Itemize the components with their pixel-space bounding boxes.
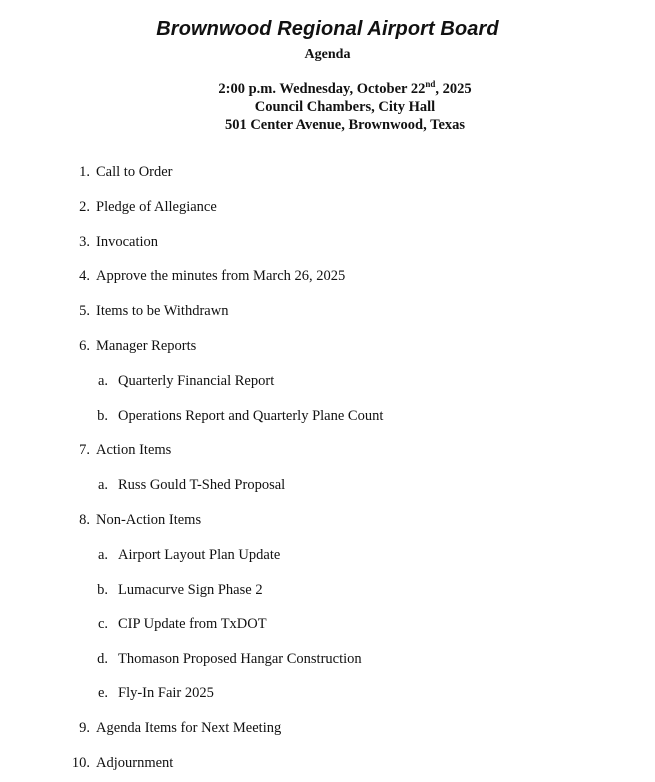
agenda-subitem-letter: b. xyxy=(97,408,108,424)
agenda-item-number: 3. xyxy=(79,234,90,250)
meeting-time-ordinal: nd xyxy=(425,79,436,90)
agenda-subitem-label: CIP Update from TxDOT xyxy=(118,616,267,632)
agenda-subitem-letter: a. xyxy=(97,373,108,389)
agenda-item-label: Call to Order xyxy=(96,164,173,180)
agenda-subitem-letter: a. xyxy=(97,547,108,563)
agenda-subitem-letter: b. xyxy=(97,582,108,598)
agenda-subitem-label: Quarterly Financial Report xyxy=(118,373,275,389)
agenda-item-number: 2. xyxy=(79,199,90,215)
agenda-subitem-letter: d. xyxy=(97,651,108,667)
agenda-subitem-letter: a. xyxy=(97,477,108,493)
agenda-subitem-letter: e. xyxy=(97,685,108,701)
agenda-subitem-label: Russ Gould T-Shed Proposal xyxy=(118,477,286,493)
agenda-subitem-label: Thomason Proposed Hangar Construction xyxy=(118,651,362,667)
agenda-subitem-label: Operations Report and Quarterly Plane Count xyxy=(118,408,384,424)
meeting-time-suffix: , 2025 xyxy=(435,81,472,97)
agenda-item-number: 5. xyxy=(79,303,90,319)
meeting-time-prefix: 2:00 p.m. Wednesday, October 22 xyxy=(218,81,426,97)
meeting-address: 501 Center Avenue, Brownwood, Texas xyxy=(224,117,466,133)
agenda-item-number: 4. xyxy=(79,268,90,284)
agenda-subitem-label: Lumacurve Sign Phase 2 xyxy=(118,582,263,598)
document-subtitle: Agenda xyxy=(304,47,351,62)
meeting-time xyxy=(0,81,655,98)
agenda-item-label: Approve the minutes from March 26, 2025 xyxy=(96,268,346,284)
agenda-item-label: Agenda Items for Next Meeting xyxy=(96,720,282,736)
agenda-subitem-label: Airport Layout Plan Update xyxy=(118,547,281,563)
agenda-item-number: 1. xyxy=(79,164,90,180)
agenda-item-number: 6. xyxy=(79,338,90,354)
agenda-item-label: Adjournment xyxy=(96,755,174,771)
agenda-item-number: 9. xyxy=(79,720,90,736)
agenda-item-label: Non-Action Items xyxy=(96,512,202,528)
agenda-item-label: Invocation xyxy=(96,234,159,250)
agenda-subitem-letter: c. xyxy=(97,616,108,632)
agenda-item-label: Pledge of Allegiance xyxy=(96,199,217,215)
agenda-item-label: Items to be Withdrawn xyxy=(96,303,229,319)
agenda-item-label: Action Items xyxy=(96,442,172,458)
agenda-item-number: 7. xyxy=(79,442,90,458)
agenda-item-label: Manager Reports xyxy=(96,338,197,354)
agenda-item-number: 8. xyxy=(79,512,90,528)
document-title: Brownwood Regional Airport Board xyxy=(156,18,499,40)
meeting-location: Council Chambers, City Hall xyxy=(254,99,436,115)
agenda-item-number: 10. xyxy=(71,755,90,771)
agenda-subitem-label: Fly-In Fair 2025 xyxy=(118,685,214,701)
